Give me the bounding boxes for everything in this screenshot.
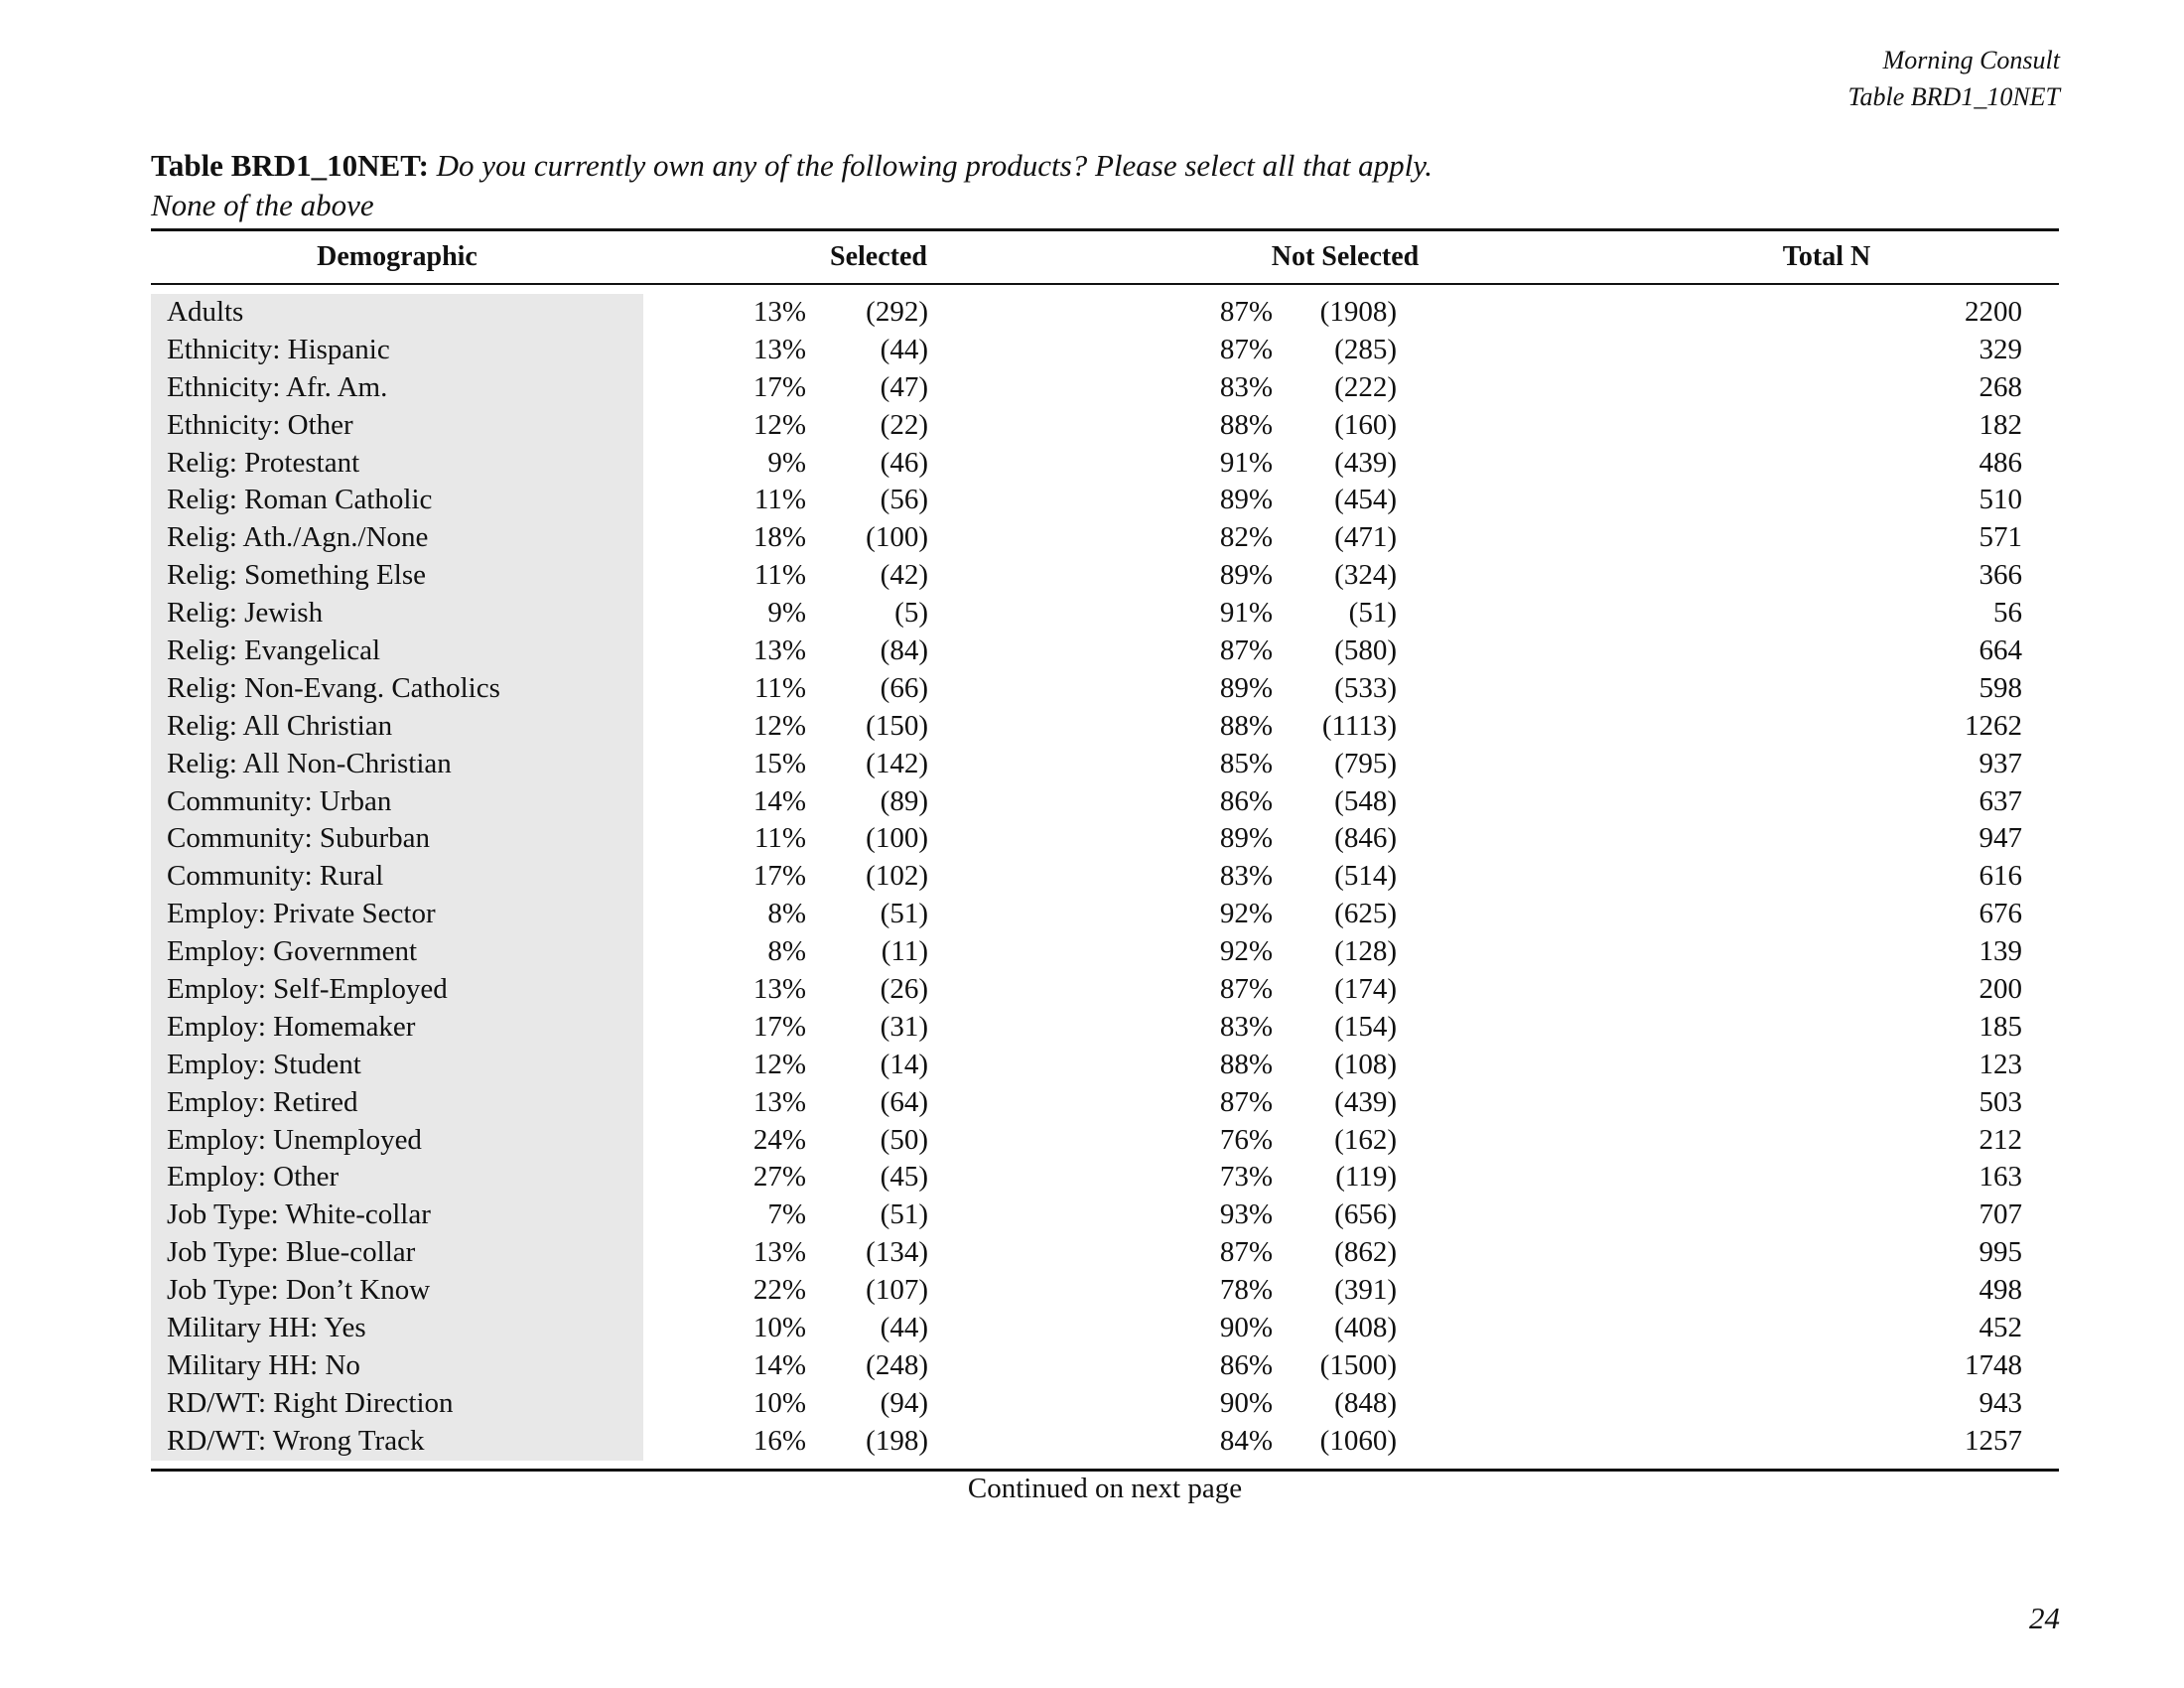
selected-percent: 9%	[767, 597, 806, 630]
not-selected-percent: 87%	[1219, 1085, 1273, 1118]
selected-percent: 8%	[767, 898, 806, 930]
not-selected-count: (162)	[1334, 1123, 1397, 1156]
row-label: Community: Suburban	[167, 822, 431, 855]
table-row	[0, 1084, 2184, 1122]
total-n: 498	[1979, 1274, 2022, 1307]
selected-percent: 13%	[752, 1085, 806, 1118]
selected-percent: 10%	[752, 1312, 806, 1344]
row-label: Job Type: Don’t Know	[167, 1274, 431, 1307]
selected-percent: 13%	[752, 1236, 806, 1269]
row-label: Relig: Something Else	[167, 559, 426, 592]
selected-percent: 11%	[753, 822, 806, 855]
selected-count: (150)	[866, 709, 928, 742]
row-label: Relig: Ath./Agn./None	[167, 521, 429, 554]
selected-count: (89)	[880, 784, 928, 817]
table-row	[0, 1385, 2184, 1423]
row-label: Community: Rural	[167, 860, 384, 893]
selected-count: (46)	[880, 446, 928, 479]
table-row	[0, 482, 2184, 519]
table-row	[0, 369, 2184, 407]
selected-percent: 14%	[752, 1348, 806, 1381]
selected-percent: 13%	[752, 973, 806, 1006]
row-label: Relig: Evangelical	[167, 634, 381, 667]
not-selected-count: (795)	[1334, 747, 1397, 779]
not-selected-count: (471)	[1334, 521, 1397, 554]
not-selected-count: (548)	[1334, 784, 1397, 817]
not-selected-percent: 87%	[1219, 973, 1273, 1006]
table-row	[0, 294, 2184, 332]
not-selected-percent: 88%	[1219, 709, 1273, 742]
selected-count: (134)	[866, 1236, 928, 1269]
not-selected-count: (391)	[1334, 1274, 1397, 1307]
not-selected-percent: 78%	[1219, 1274, 1273, 1307]
not-selected-percent: 83%	[1219, 370, 1273, 403]
title-subtitle: None of the above	[151, 188, 374, 222]
not-selected-percent: 89%	[1219, 559, 1273, 592]
total-n: 123	[1979, 1048, 2022, 1080]
selected-count: (51)	[880, 1198, 928, 1231]
selected-count: (45)	[880, 1161, 928, 1194]
not-selected-count: (514)	[1334, 860, 1397, 893]
table-top-rule	[151, 228, 2059, 231]
selected-percent: 13%	[752, 634, 806, 667]
row-label: Employ: Retired	[167, 1085, 358, 1118]
selected-count: (11)	[881, 935, 928, 968]
selected-count: (100)	[866, 521, 928, 554]
column-header-demographic: Demographic	[317, 241, 478, 272]
total-n: 637	[1979, 784, 2022, 817]
total-n: 56	[1993, 597, 2022, 630]
total-n: 329	[1979, 333, 2022, 365]
total-n: 664	[1979, 634, 2022, 667]
selected-percent: 14%	[752, 784, 806, 817]
selected-percent: 12%	[752, 408, 806, 441]
total-n: 937	[1979, 747, 2022, 779]
not-selected-count: (1060)	[1319, 1424, 1397, 1457]
column-header-selected: Selected	[830, 241, 927, 272]
selected-count: (56)	[880, 484, 928, 516]
table-row	[0, 971, 2184, 1009]
not-selected-count: (848)	[1334, 1386, 1397, 1419]
total-n: 212	[1979, 1123, 2022, 1156]
not-selected-percent: 85%	[1219, 747, 1273, 779]
not-selected-percent: 89%	[1219, 671, 1273, 704]
not-selected-percent: 76%	[1219, 1123, 1273, 1156]
table-row	[0, 708, 2184, 746]
selected-count: (84)	[880, 634, 928, 667]
table-row	[0, 1310, 2184, 1347]
table-row	[0, 1347, 2184, 1385]
table-row	[0, 1272, 2184, 1310]
row-label: Employ: Private Sector	[167, 898, 436, 930]
selected-count: (47)	[880, 370, 928, 403]
total-n: 707	[1979, 1198, 2022, 1231]
selected-percent: 9%	[767, 446, 806, 479]
total-n: 452	[1979, 1312, 2022, 1344]
not-selected-count: (454)	[1334, 484, 1397, 516]
row-label: Ethnicity: Other	[167, 408, 353, 441]
selected-count: (94)	[880, 1386, 928, 1419]
not-selected-count: (533)	[1334, 671, 1397, 704]
total-n: 510	[1979, 484, 2022, 516]
not-selected-percent: 91%	[1219, 446, 1273, 479]
table-row	[0, 933, 2184, 971]
table-row	[0, 783, 2184, 821]
selected-count: (100)	[866, 822, 928, 855]
selected-count: (142)	[866, 747, 928, 779]
not-selected-count: (160)	[1334, 408, 1397, 441]
selected-count: (5)	[894, 597, 928, 630]
row-label: Job Type: White-collar	[167, 1198, 431, 1231]
not-selected-count: (439)	[1334, 1085, 1397, 1118]
table-body	[0, 294, 2184, 1461]
not-selected-count: (174)	[1334, 973, 1397, 1006]
row-label: Military HH: No	[167, 1348, 360, 1381]
not-selected-count: (119)	[1335, 1161, 1397, 1194]
not-selected-count: (324)	[1334, 559, 1397, 592]
not-selected-percent: 90%	[1219, 1312, 1273, 1344]
table-row	[0, 407, 2184, 445]
not-selected-count: (154)	[1334, 1010, 1397, 1043]
table-row	[0, 670, 2184, 708]
table-row	[0, 820, 2184, 858]
selected-count: (44)	[880, 1312, 928, 1344]
title-question: Do you currently own any of the following products? Please select all that apply.	[436, 148, 1433, 183]
selected-percent: 16%	[752, 1424, 806, 1457]
row-label: Relig: Non-Evang. Catholics	[167, 671, 500, 704]
selected-count: (22)	[880, 408, 928, 441]
not-selected-percent: 87%	[1219, 333, 1273, 365]
row-label: Military HH: Yes	[167, 1312, 366, 1344]
table-row	[0, 1009, 2184, 1047]
selected-percent: 13%	[752, 296, 806, 328]
not-selected-count: (222)	[1334, 370, 1397, 403]
not-selected-percent: 73%	[1219, 1161, 1273, 1194]
total-n: 503	[1979, 1085, 2022, 1118]
column-header-total: Total N	[1782, 241, 1871, 272]
table-row	[0, 858, 2184, 896]
not-selected-percent: 83%	[1219, 860, 1273, 893]
row-label: Relig: Jewish	[167, 597, 324, 630]
total-n: 185	[1979, 1010, 2022, 1043]
selected-percent: 12%	[752, 709, 806, 742]
total-n: 486	[1979, 446, 2022, 479]
not-selected-count: (439)	[1334, 446, 1397, 479]
table-row	[0, 1047, 2184, 1084]
not-selected-count: (580)	[1334, 634, 1397, 667]
not-selected-percent: 89%	[1219, 822, 1273, 855]
not-selected-count: (128)	[1334, 935, 1397, 968]
not-selected-percent: 93%	[1219, 1198, 1273, 1231]
table-row	[0, 332, 2184, 369]
total-n: 139	[1979, 935, 2022, 968]
row-label: Relig: Protestant	[167, 446, 360, 479]
row-label: Ethnicity: Hispanic	[167, 333, 390, 365]
table-row	[0, 896, 2184, 933]
table-row	[0, 557, 2184, 595]
not-selected-percent: 89%	[1219, 484, 1273, 516]
table-row	[0, 1196, 2184, 1234]
table-row	[0, 1423, 2184, 1461]
not-selected-count: (656)	[1334, 1198, 1397, 1231]
selected-count: (64)	[880, 1085, 928, 1118]
selected-percent: 17%	[752, 1010, 806, 1043]
row-label: Relig: All Non-Christian	[167, 747, 452, 779]
not-selected-percent: 86%	[1219, 784, 1273, 817]
selected-count: (66)	[880, 671, 928, 704]
not-selected-count: (408)	[1334, 1312, 1397, 1344]
not-selected-count: (625)	[1334, 898, 1397, 930]
not-selected-percent: 87%	[1219, 296, 1273, 328]
not-selected-count: (285)	[1334, 333, 1397, 365]
not-selected-count: (51)	[1348, 597, 1397, 630]
table-header-rule	[151, 283, 2059, 285]
table-row	[0, 1122, 2184, 1160]
total-n: 182	[1979, 408, 2022, 441]
selected-count: (107)	[866, 1274, 928, 1307]
total-n: 268	[1979, 370, 2022, 403]
total-n: 947	[1979, 822, 2022, 855]
total-n: 571	[1979, 521, 2022, 554]
selected-percent: 10%	[752, 1386, 806, 1419]
not-selected-count: (1500)	[1319, 1348, 1397, 1381]
table-title	[151, 146, 1433, 225]
row-label: Employ: Unemployed	[167, 1123, 422, 1156]
not-selected-percent: 92%	[1219, 898, 1273, 930]
header-table-id: Table BRD1_10NET	[1847, 82, 2060, 111]
table-row	[0, 746, 2184, 783]
selected-percent: 18%	[752, 521, 806, 554]
total-n: 1257	[1965, 1424, 2022, 1457]
table-row	[0, 633, 2184, 670]
not-selected-percent: 91%	[1219, 597, 1273, 630]
column-header-not-selected: Not Selected	[1271, 241, 1420, 272]
total-n: 995	[1979, 1236, 2022, 1269]
not-selected-percent: 84%	[1219, 1424, 1273, 1457]
page-number: 24	[2029, 1601, 2060, 1635]
not-selected-percent: 88%	[1219, 1048, 1273, 1080]
total-n: 163	[1979, 1161, 2022, 1194]
row-label: RD/WT: Wrong Track	[167, 1424, 425, 1457]
row-label: RD/WT: Right Direction	[167, 1386, 454, 1419]
selected-count: (14)	[880, 1048, 928, 1080]
continued-note: Continued on next page	[967, 1473, 1243, 1504]
page-header	[1847, 42, 2060, 115]
total-n: 616	[1979, 860, 2022, 893]
not-selected-percent: 92%	[1219, 935, 1273, 968]
row-label: Employ: Other	[167, 1161, 340, 1194]
selected-percent: 17%	[752, 370, 806, 403]
table-row	[0, 595, 2184, 633]
selected-count: (44)	[880, 333, 928, 365]
not-selected-percent: 90%	[1219, 1386, 1273, 1419]
row-label: Employ: Homemaker	[167, 1010, 416, 1043]
not-selected-percent: 88%	[1219, 408, 1273, 441]
total-n: 676	[1979, 898, 2022, 930]
total-n: 2200	[1965, 296, 2022, 328]
total-n: 598	[1979, 671, 2022, 704]
row-label: Employ: Government	[167, 935, 418, 968]
row-label: Employ: Self-Employed	[167, 973, 448, 1006]
not-selected-count: (846)	[1334, 822, 1397, 855]
selected-percent: 11%	[753, 484, 806, 516]
not-selected-percent: 87%	[1219, 634, 1273, 667]
total-n: 366	[1979, 559, 2022, 592]
header-org: Morning Consult	[1882, 46, 2060, 74]
selected-count: (248)	[866, 1348, 928, 1381]
total-n: 1748	[1965, 1348, 2022, 1381]
row-label: Ethnicity: Afr. Am.	[167, 370, 388, 403]
selected-count: (51)	[880, 898, 928, 930]
table-row	[0, 1234, 2184, 1272]
not-selected-count: (108)	[1334, 1048, 1397, 1080]
not-selected-count: (862)	[1334, 1236, 1397, 1269]
not-selected-percent: 87%	[1219, 1236, 1273, 1269]
row-label: Job Type: Blue-collar	[167, 1236, 416, 1269]
selected-percent: 27%	[752, 1161, 806, 1194]
table-row	[0, 1159, 2184, 1196]
selected-percent: 24%	[752, 1123, 806, 1156]
not-selected-percent: 86%	[1219, 1348, 1273, 1381]
not-selected-percent: 82%	[1219, 521, 1273, 554]
row-label: Adults	[167, 296, 244, 328]
selected-count: (50)	[880, 1123, 928, 1156]
total-n: 943	[1979, 1386, 2022, 1419]
selected-percent: 8%	[767, 935, 806, 968]
selected-count: (102)	[866, 860, 928, 893]
selected-percent: 7%	[767, 1198, 806, 1231]
selected-percent: 11%	[753, 671, 806, 704]
table-row	[0, 519, 2184, 557]
selected-percent: 13%	[752, 333, 806, 365]
table-row	[0, 445, 2184, 483]
selected-count: (292)	[866, 296, 928, 328]
not-selected-count: (1113)	[1321, 709, 1397, 742]
title-label: Table BRD1_10NET:	[151, 148, 429, 183]
row-label: Relig: All Christian	[167, 709, 393, 742]
selected-percent: 12%	[752, 1048, 806, 1080]
total-n: 200	[1979, 973, 2022, 1006]
selected-percent: 17%	[752, 860, 806, 893]
selected-count: (26)	[880, 973, 928, 1006]
selected-count: (42)	[880, 559, 928, 592]
not-selected-count: (1908)	[1319, 296, 1397, 328]
selected-count: (198)	[866, 1424, 928, 1457]
not-selected-percent: 83%	[1219, 1010, 1273, 1043]
row-label: Relig: Roman Catholic	[167, 484, 433, 516]
selected-percent: 15%	[752, 747, 806, 779]
row-label: Employ: Student	[167, 1048, 361, 1080]
selected-percent: 22%	[752, 1274, 806, 1307]
total-n: 1262	[1965, 709, 2022, 742]
row-label: Community: Urban	[167, 784, 392, 817]
selected-count: (31)	[880, 1010, 928, 1043]
selected-percent: 11%	[753, 559, 806, 592]
